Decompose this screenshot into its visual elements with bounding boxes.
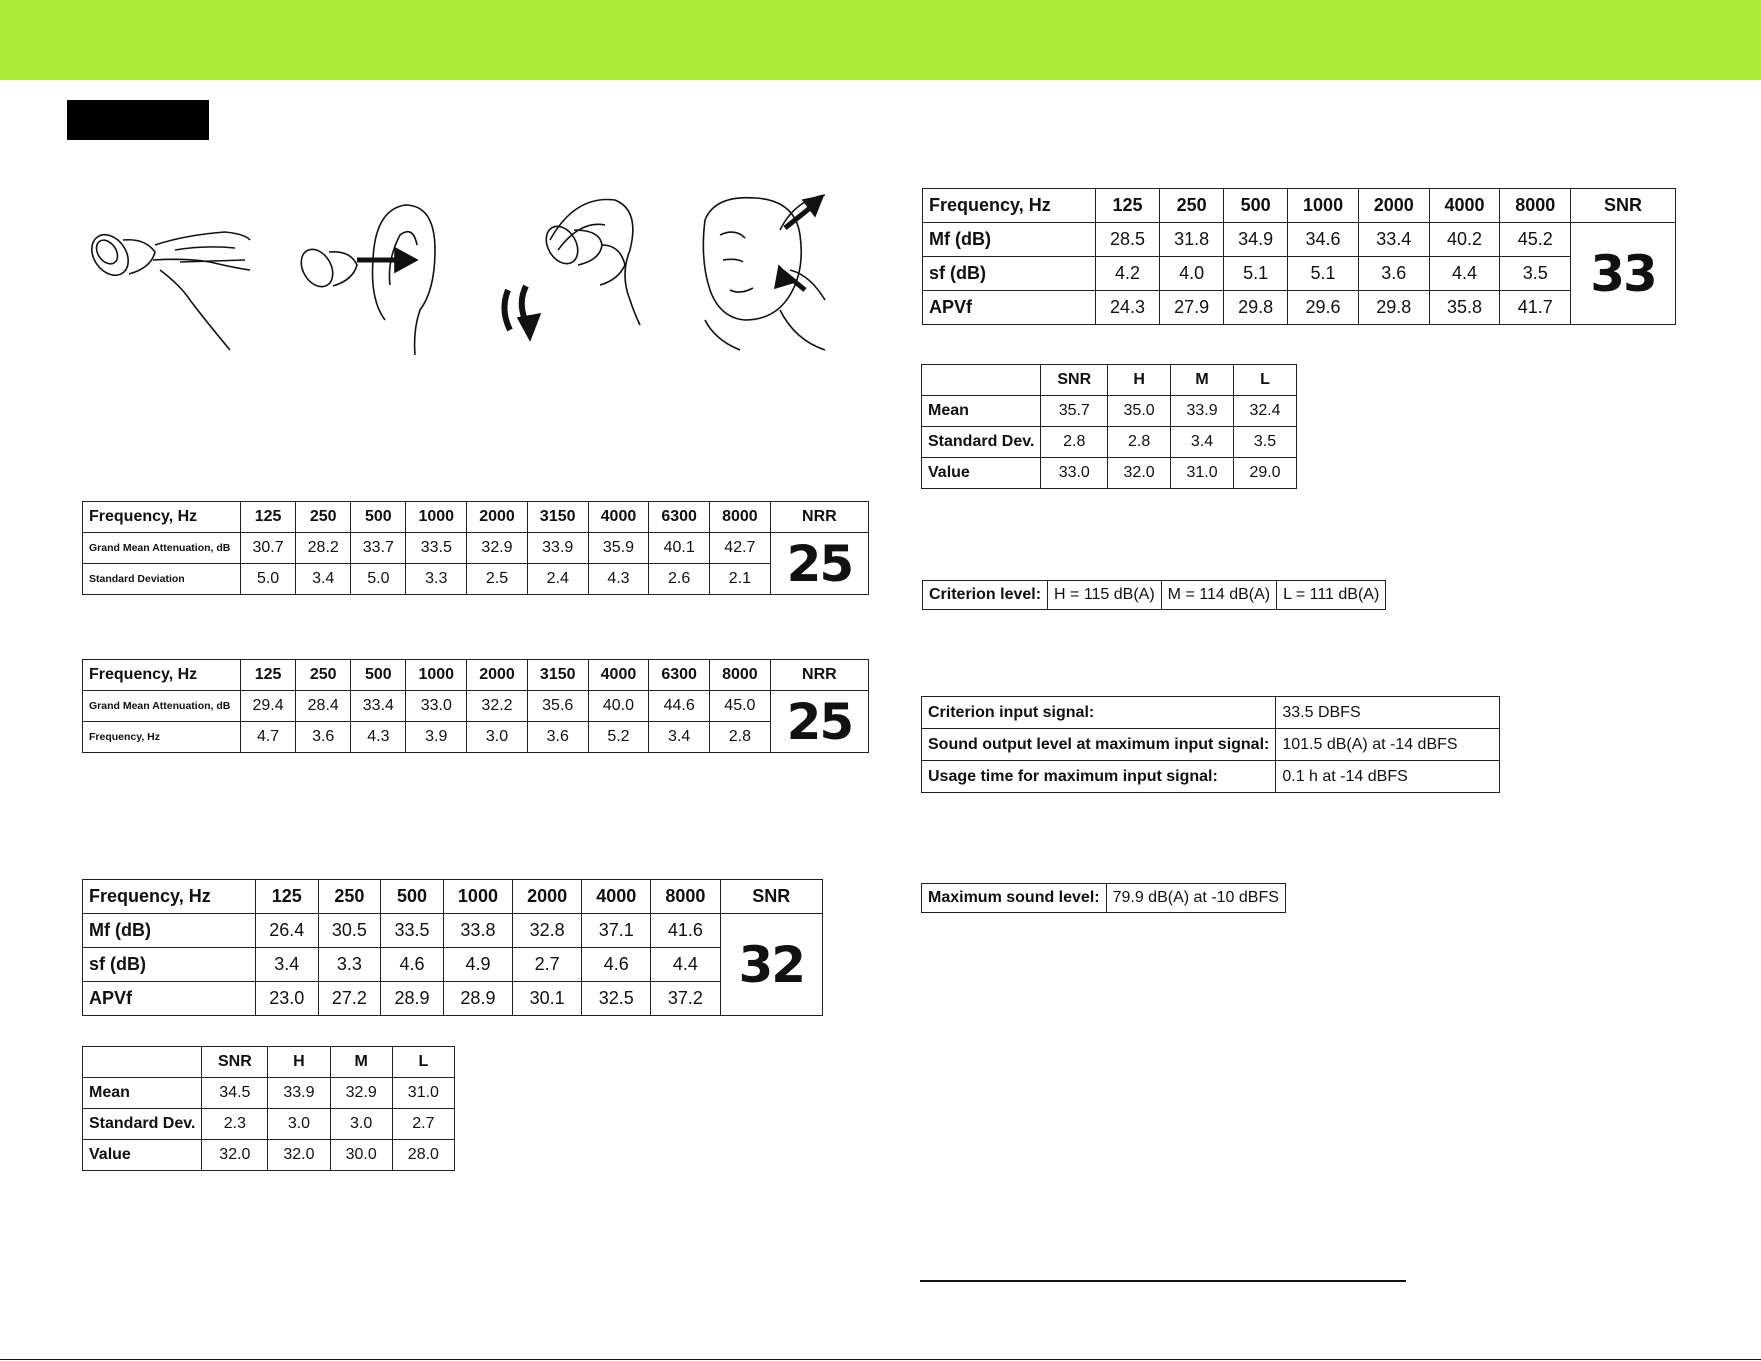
header-cell: 6300 bbox=[649, 502, 710, 533]
value-cell: 33.8 bbox=[443, 914, 512, 948]
value-cell: 28.0 bbox=[392, 1140, 454, 1171]
max-sound-level-value: 79.9 dB(A) at -10 dBFS bbox=[1106, 884, 1285, 913]
header-cell: 125 bbox=[241, 660, 296, 691]
header-cell: 8000 bbox=[651, 880, 720, 914]
value-cell: 31.8 bbox=[1160, 223, 1224, 257]
value-cell: 33.0 bbox=[1041, 458, 1108, 489]
nrr-rating: 25 bbox=[770, 691, 868, 753]
value-cell: 3.6 bbox=[296, 722, 351, 753]
value-cell: 3.6 bbox=[527, 722, 588, 753]
header-cell: 8000 bbox=[710, 502, 771, 533]
value-cell: 33.4 bbox=[1358, 223, 1429, 257]
value-cell: 3.5 bbox=[1500, 257, 1571, 291]
header-cell: 2000 bbox=[467, 502, 528, 533]
value-cell: 45.2 bbox=[1500, 223, 1571, 257]
value-cell: 35.6 bbox=[527, 691, 588, 722]
header-cell: 125 bbox=[241, 502, 296, 533]
value-cell: 34.6 bbox=[1288, 223, 1359, 257]
value-cell: 3.0 bbox=[330, 1109, 392, 1140]
value-cell: 32.0 bbox=[202, 1140, 268, 1171]
value-cell: 41.7 bbox=[1500, 291, 1571, 325]
value-cell: 3.0 bbox=[268, 1109, 330, 1140]
value-cell: 2.1 bbox=[710, 564, 771, 595]
value-cell: 29.0 bbox=[1234, 458, 1297, 489]
snr-rating: 33 bbox=[1571, 223, 1676, 325]
value-cell: 3.6 bbox=[1358, 257, 1429, 291]
value-cell: 32.9 bbox=[330, 1078, 392, 1109]
header-cell: L bbox=[392, 1047, 454, 1078]
snr-table-right bbox=[922, 188, 1676, 325]
value-cell: 4.3 bbox=[588, 564, 649, 595]
header-cell: NRR bbox=[770, 502, 868, 533]
earbud-insert-arrow-icon bbox=[295, 190, 445, 355]
fitting-instructions-illustrations bbox=[85, 190, 845, 360]
value-cell: 32.0 bbox=[1108, 458, 1171, 489]
header-cell: 1000 bbox=[1288, 189, 1359, 223]
header-cell: 8000 bbox=[1500, 189, 1571, 223]
value-cell: 4.4 bbox=[651, 948, 720, 982]
header-cell: 4000 bbox=[1429, 189, 1500, 223]
value-cell: 29.8 bbox=[1358, 291, 1429, 325]
row-label: Criterion input signal: bbox=[922, 697, 1276, 729]
value-cell: 4.9 bbox=[443, 948, 512, 982]
header-cell: 250 bbox=[318, 880, 381, 914]
value-cell: 3.4 bbox=[296, 564, 351, 595]
row-label: Mf (dB) bbox=[83, 914, 256, 948]
nrr-table-1 bbox=[82, 501, 869, 595]
header-cell: 3150 bbox=[527, 502, 588, 533]
value-cell: 30.0 bbox=[330, 1140, 392, 1171]
earbud-remove-icon bbox=[685, 190, 835, 355]
header-cell: NRR bbox=[770, 660, 868, 691]
header-cell: 2000 bbox=[467, 660, 528, 691]
header-cell: 4000 bbox=[588, 660, 649, 691]
criterion-m-value: M = 114 dB(A) bbox=[1161, 581, 1276, 610]
row-label: APVf bbox=[923, 291, 1096, 325]
value-cell: 2.7 bbox=[392, 1109, 454, 1140]
value-cell: 41.6 bbox=[651, 914, 720, 948]
header-cell: H bbox=[1108, 365, 1171, 396]
criterion-l-value: L = 111 dB(A) bbox=[1277, 581, 1386, 610]
row-label: Value bbox=[922, 458, 1041, 489]
value-cell: 2.5 bbox=[467, 564, 528, 595]
nrr-rating: 25 bbox=[770, 533, 868, 595]
value-cell: 33.5 DBFS bbox=[1276, 697, 1500, 729]
header-cell: 3150 bbox=[527, 660, 588, 691]
value-cell: 4.0 bbox=[1160, 257, 1224, 291]
nrr-table-2 bbox=[82, 659, 869, 753]
value-cell: 2.7 bbox=[513, 948, 582, 982]
value-cell: 35.8 bbox=[1429, 291, 1500, 325]
value-cell: 29.8 bbox=[1224, 291, 1288, 325]
header-cell: 250 bbox=[296, 502, 351, 533]
header-cell: 125 bbox=[1096, 189, 1160, 223]
value-cell: 35.9 bbox=[588, 533, 649, 564]
top-banner bbox=[0, 0, 1761, 80]
header-cell: Frequency, Hz bbox=[83, 660, 241, 691]
value-cell: 2.8 bbox=[710, 722, 771, 753]
header-cell: 500 bbox=[351, 660, 406, 691]
value-cell: 32.8 bbox=[513, 914, 582, 948]
value-cell: 101.5 dB(A) at -14 dBFS bbox=[1276, 729, 1500, 761]
value-cell: 40.2 bbox=[1429, 223, 1500, 257]
value-cell: 3.9 bbox=[406, 722, 467, 753]
value-cell: 4.2 bbox=[1096, 257, 1160, 291]
value-cell: 33.5 bbox=[406, 533, 467, 564]
value-cell: 27.9 bbox=[1160, 291, 1224, 325]
snr-rating: 32 bbox=[720, 914, 823, 1016]
value-cell: 2.6 bbox=[649, 564, 710, 595]
value-cell: 33.5 bbox=[381, 914, 444, 948]
header-cell: 6300 bbox=[649, 660, 710, 691]
value-cell: 33.7 bbox=[351, 533, 406, 564]
row-label: sf (dB) bbox=[923, 257, 1096, 291]
header-cell bbox=[83, 1047, 202, 1078]
hml-table-right bbox=[921, 364, 1297, 489]
value-cell: 30.7 bbox=[241, 533, 296, 564]
value-cell: 3.0 bbox=[467, 722, 528, 753]
value-cell: 3.4 bbox=[649, 722, 710, 753]
value-cell: 30.5 bbox=[318, 914, 381, 948]
row-label: Grand Mean Attenuation, dB bbox=[83, 691, 241, 722]
header-cell: SNR bbox=[1041, 365, 1108, 396]
header-cell: Frequency, Hz bbox=[83, 502, 241, 533]
value-cell: 23.0 bbox=[256, 982, 319, 1016]
value-cell: 37.1 bbox=[582, 914, 651, 948]
header-cell: 500 bbox=[351, 502, 406, 533]
value-cell: 33.9 bbox=[268, 1078, 330, 1109]
value-cell: 32.4 bbox=[1234, 396, 1297, 427]
header-cell: 250 bbox=[296, 660, 351, 691]
value-cell: 40.1 bbox=[649, 533, 710, 564]
value-cell: 34.9 bbox=[1224, 223, 1288, 257]
row-label: Standard Dev. bbox=[83, 1109, 202, 1140]
value-cell: 32.9 bbox=[467, 533, 528, 564]
value-cell: 5.1 bbox=[1288, 257, 1359, 291]
header-cell: 125 bbox=[256, 880, 319, 914]
value-cell: 5.0 bbox=[351, 564, 406, 595]
value-cell: 33.9 bbox=[1171, 396, 1234, 427]
value-cell: 5.1 bbox=[1224, 257, 1288, 291]
value-cell: 28.2 bbox=[296, 533, 351, 564]
page-bottom-rule bbox=[0, 1359, 1761, 1360]
header-cell: 2000 bbox=[513, 880, 582, 914]
header-cell: L bbox=[1234, 365, 1297, 396]
header-cell: SNR bbox=[202, 1047, 268, 1078]
value-cell: 4.6 bbox=[582, 948, 651, 982]
value-cell: 42.7 bbox=[710, 533, 771, 564]
value-cell: 3.4 bbox=[1171, 427, 1234, 458]
value-cell: 2.4 bbox=[527, 564, 588, 595]
section-label-box bbox=[67, 100, 209, 140]
header-cell: 1000 bbox=[443, 880, 512, 914]
row-label: Value bbox=[83, 1140, 202, 1171]
header-cell: SNR bbox=[720, 880, 823, 914]
value-cell: 37.2 bbox=[651, 982, 720, 1016]
value-cell: 45.0 bbox=[710, 691, 771, 722]
value-cell: 5.2 bbox=[588, 722, 649, 753]
value-cell: 27.2 bbox=[318, 982, 381, 1016]
row-label: Standard Deviation bbox=[83, 564, 241, 595]
header-cell: 250 bbox=[1160, 189, 1224, 223]
value-cell: 2.8 bbox=[1041, 427, 1108, 458]
header-cell: SNR bbox=[1571, 189, 1676, 223]
value-cell: 31.0 bbox=[1171, 458, 1234, 489]
value-cell: 33.9 bbox=[527, 533, 588, 564]
value-cell: 26.4 bbox=[256, 914, 319, 948]
row-label: Frequency, Hz bbox=[83, 722, 241, 753]
header-cell: 2000 bbox=[1358, 189, 1429, 223]
row-label: Grand Mean Attenuation, dB bbox=[83, 533, 241, 564]
value-cell: 28.4 bbox=[296, 691, 351, 722]
header-cell: Frequency, Hz bbox=[923, 189, 1096, 223]
value-cell: 35.7 bbox=[1041, 396, 1108, 427]
header-cell: 4000 bbox=[582, 880, 651, 914]
header-cell: Frequency, Hz bbox=[83, 880, 256, 914]
value-cell: 2.8 bbox=[1108, 427, 1171, 458]
value-cell: 4.4 bbox=[1429, 257, 1500, 291]
header-cell: 500 bbox=[1224, 189, 1288, 223]
value-cell: 28.9 bbox=[443, 982, 512, 1016]
value-cell: 5.0 bbox=[241, 564, 296, 595]
row-label: Mean bbox=[83, 1078, 202, 1109]
header-cell: M bbox=[330, 1047, 392, 1078]
value-cell: 24.3 bbox=[1096, 291, 1160, 325]
value-cell: 2.3 bbox=[202, 1109, 268, 1140]
row-label: Standard Dev. bbox=[922, 427, 1041, 458]
value-cell: 3.5 bbox=[1234, 427, 1297, 458]
value-cell: 28.9 bbox=[381, 982, 444, 1016]
snr-table-left bbox=[82, 879, 823, 1016]
value-cell: 3.4 bbox=[256, 948, 319, 982]
footnote-divider bbox=[920, 1280, 1406, 1282]
value-cell: 29.6 bbox=[1288, 291, 1359, 325]
earbud-twist-icon bbox=[490, 190, 650, 355]
row-label: Mf (dB) bbox=[923, 223, 1096, 257]
value-cell: 40.0 bbox=[588, 691, 649, 722]
value-cell: 44.6 bbox=[649, 691, 710, 722]
max-sound-level-table bbox=[921, 883, 1286, 913]
value-cell: 30.1 bbox=[513, 982, 582, 1016]
header-cell: M bbox=[1171, 365, 1234, 396]
header-cell: 8000 bbox=[710, 660, 771, 691]
header-cell: H bbox=[268, 1047, 330, 1078]
row-label: Sound output level at maximum input signal: bbox=[922, 729, 1276, 761]
input-signal-table bbox=[921, 696, 1500, 793]
criterion-level-table bbox=[922, 580, 1386, 610]
value-cell: 4.7 bbox=[241, 722, 296, 753]
value-cell: 0.1 h at -14 dBFS bbox=[1276, 761, 1500, 793]
earbud-pinch-icon bbox=[85, 190, 255, 355]
row-label: Usage time for maximum input signal: bbox=[922, 761, 1276, 793]
row-label: APVf bbox=[83, 982, 256, 1016]
max-sound-level-label: Maximum sound level: bbox=[922, 884, 1107, 913]
value-cell: 34.5 bbox=[202, 1078, 268, 1109]
value-cell: 3.3 bbox=[318, 948, 381, 982]
value-cell: 28.5 bbox=[1096, 223, 1160, 257]
criterion-h-value: H = 115 dB(A) bbox=[1048, 581, 1162, 610]
header-cell: 1000 bbox=[406, 660, 467, 691]
value-cell: 3.3 bbox=[406, 564, 467, 595]
criterion-level-label: Criterion level: bbox=[923, 581, 1048, 610]
value-cell: 32.0 bbox=[268, 1140, 330, 1171]
row-label: Mean bbox=[922, 396, 1041, 427]
value-cell: 33.0 bbox=[406, 691, 467, 722]
value-cell: 32.5 bbox=[582, 982, 651, 1016]
value-cell: 4.3 bbox=[351, 722, 406, 753]
value-cell: 32.2 bbox=[467, 691, 528, 722]
value-cell: 33.4 bbox=[351, 691, 406, 722]
value-cell: 29.4 bbox=[241, 691, 296, 722]
header-cell: 1000 bbox=[406, 502, 467, 533]
header-cell: 4000 bbox=[588, 502, 649, 533]
header-cell bbox=[922, 365, 1041, 396]
hml-table-left bbox=[82, 1046, 455, 1171]
header-cell: 500 bbox=[381, 880, 444, 914]
row-label: sf (dB) bbox=[83, 948, 256, 982]
value-cell: 4.6 bbox=[381, 948, 444, 982]
value-cell: 35.0 bbox=[1108, 396, 1171, 427]
value-cell: 31.0 bbox=[392, 1078, 454, 1109]
